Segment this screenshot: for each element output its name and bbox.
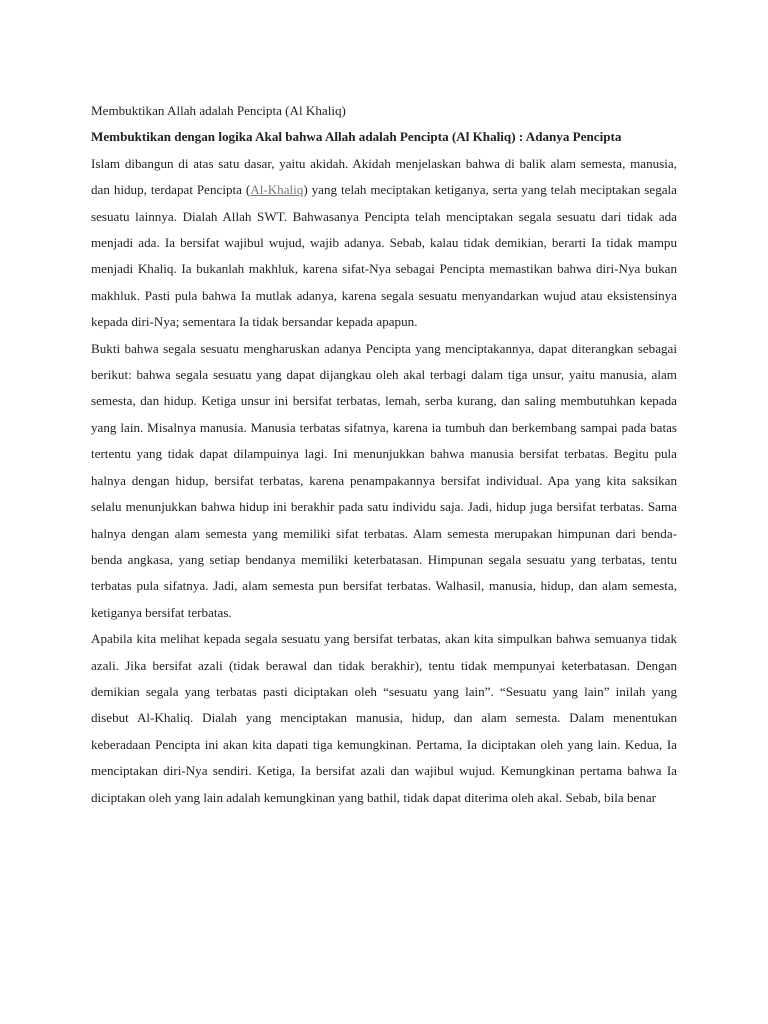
paragraph-2: Bukti bahwa segala sesuatu mengharuskan adanya Pencipta yang menciptakannya, dapat diterangkan sebagai berikut: bahwa segala sesuatu yang dapat dijangkau oleh akal terbagi dalam tiga unsur, yaitu manusia, alam semesta, dan hidup. Ketiga unsur ini bersifat terbatas, lemah, serba kurang, dan saling membutuhkan kepada yang lain. Misalnya manusia. Manusia terbatas sifatnya, karena ia tumbuh dan berkembang sampai pada batas tertentu yang tidak dapat dilampuinya lagi. Ini menunjukkan bahwa manusia bersifat terbatas. Begitu pula halnya dengan hidup, bersifat terbatas, karena penampakannya bersifat individual. Apa yang kita saksikan selalu menunjukkan bahwa hidup ini berakhir pada satu individu saja. Jadi, hidup juga bersifat terbatas. Sama halnya dengan alam semesta yang memiliki sifat terbatas. Alam semesta merupakan himpunan dari benda-benda angkasa, yang setiap bendanya memiliki keterbatasan. Himpunan segala sesuatu yang terbatas, tentu terbatas pula sifatnya. Jadi, alam semesta pun bersifat terbatas. Walhasil, manusia, hidup, dan alam semesta, ketiganya bersifat terbatas. bbox=[91, 340, 677, 620]
paragraph-1-text-after: ) yang telah meciptakan ketiganya, serta yang telah meciptakan segala sesuatu lainnya. Dialah Allah SWT. Bahwasanya Pencipta telah menciptakan segala sesuatu dari tidak ada menjadi ada. Ia bersifat wajibul wujud, wajib adanya. Sebab, kalau tidak demikian, berarti Ia tidak mampu menjadi Khaliq. Ia bukanlah makhluk, karena sifat-Nya sebagai Pencipta memastikan bahwa diri-Nya bukan makhluk. Pasti pula bahwa Ia mutlak adanya, karena segala sesuatu menyandarkan wujud atau eksistensinya kepada diri-Nya; sementara Ia tidak bersandar kepada apapun. bbox=[91, 182, 677, 330]
document-subtitle: Membuktikan dengan logika Akal bahwa Allah adalah Pencipta (Al Khaliq) : Adanya Pencipta bbox=[91, 129, 622, 145]
document-title: Membuktikan Allah adalah Pencipta (Al Khaliq) bbox=[91, 103, 346, 118]
paragraph-1 bbox=[91, 151, 677, 336]
al-khaliq-link[interactable]: Al-Khaliq bbox=[250, 182, 304, 198]
paragraph-3: Apabila kita melihat kepada segala sesuatu yang bersifat terbatas, akan kita simpulkan bahwa semuanya tidak azali. Jika bersifat azali (tidak berawal dan tidak berakhir), tentu tidak mempunyai keterbatasan. Dengan demikian segala yang terbatas pasti diciptakan oleh “sesuatu yang lain”. “Sesuatu yang lain” inilah yang disebut Al-Khaliq. Dialah yang menciptakan manusia, hidup, dan alam semesta. Dalam menentukan keberadaan Pencipta ini akan kita dapati tiga kemungkinan. Pertama, Ia diciptakan oleh yang lain. Kedua, Ia menciptakan diri-Nya sendiri. Ketiga, Ia bersifat azali dan wajibul wujud. Kemungkinan pertama bahwa Ia diciptakan oleh yang lain adalah kemungkinan yang bathil, tidak dapat diterima oleh akal. Sebab, bila benar bbox=[91, 631, 677, 805]
document-page bbox=[91, 98, 677, 811]
paragraph-1-text-before: Islam dibangun di atas satu dasar, yaitu akidah. Akidah menjelaskan bahwa di balik alam semesta, manusia, dan hidup, terdapat Pencipta ( bbox=[91, 155, 677, 198]
